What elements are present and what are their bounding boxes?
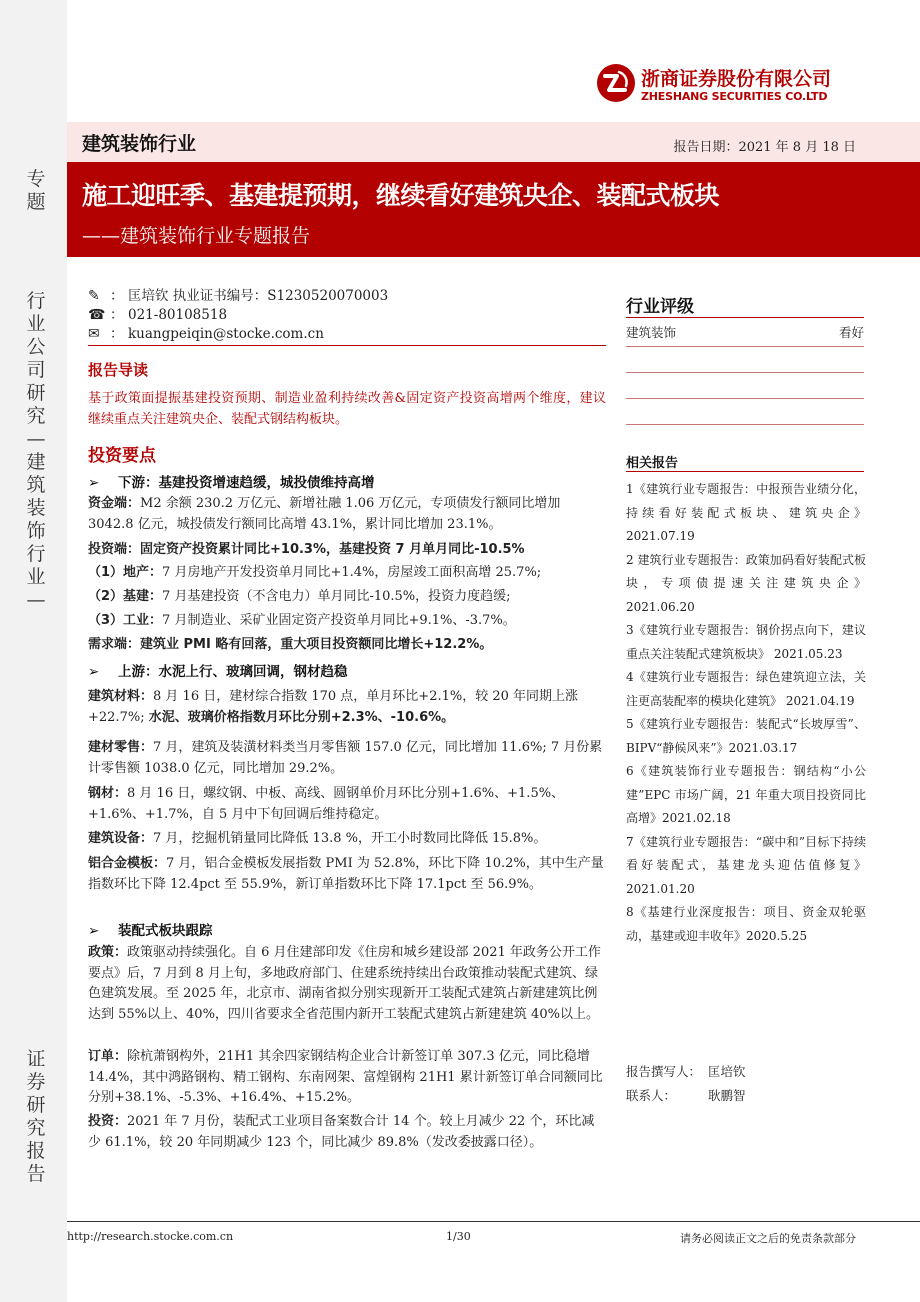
rating-row	[626, 323, 864, 341]
report-title: 施工迎旺季、基建提预期，继续看好建筑央企、装配式板块	[82, 181, 720, 210]
funding-paragraph: 资金端：M2 余额 230.2 万亿元、新增社融 1.06 万亿元，专项债发行额同比增加 3042.8 亿元，城投债发行额同比高增 43.1%，累计同比增加 23.1%。	[88, 496, 561, 532]
rating-sector: 建筑装饰	[626, 325, 677, 340]
author-email-line: ✉ ： kuangpeiqin@stocke.com.cn	[88, 326, 324, 342]
equipment-paragraph: 建筑设备：7 月，挖掘机销量同比降低 13.8 %，开工小时数同比降低 15.8%。	[88, 831, 547, 846]
page-number: 1/30	[446, 1230, 471, 1243]
report-date: 报告日期：2021 年 8 月 18 日	[673, 140, 856, 155]
investment-item-industry: （3）工业：7 月制造业、采矿业固定资产投资单月同比+9.1%、-3.7%。	[88, 613, 516, 628]
rating-rule	[626, 372, 864, 373]
sidebar-tag-topic: 专题	[26, 168, 46, 213]
arrow-icon: ➢	[88, 475, 100, 491]
orders-paragraph: 订单：除杭萧钢构外，21H1 其余四家钢结构企业合计新签订单 307.3 亿元，同比稳增 14.4%，其中鸿路钢构、精工钢构、东南网架、富煌钢构 21H1 累计新签订单合同额同比分别+38.1%、-5.3%、+16.4%、+15.2%。	[88, 1049, 603, 1105]
report-subtitle: ——建筑装饰行业专题报告	[82, 225, 311, 247]
contact-row: 联系人： 耿鹏智	[626, 1088, 746, 1103]
rating-value: 看好	[838, 325, 864, 340]
related-report-item[interactable]: 6《建筑装饰行业专题报告：钢结构“小公建”EPC 市场广阔，21 年重大项目投资同比高增》2021.02.18	[626, 764, 866, 825]
writer-row: 报告撰写人： 匡培钦	[626, 1064, 746, 1079]
rating-title: 行业评级	[626, 297, 694, 317]
phone-icon: ☎	[88, 307, 106, 323]
related-report-item[interactable]: 3《建筑行业专题报告：钢价拐点向下，建议重点关注装配式建筑板块》 2021.05.23	[626, 623, 866, 661]
related-reports-title: 相关报告	[626, 456, 679, 471]
formwork-paragraph: 铝合金模板：7 月，铝合金模板发展指数 PMI 为 52.8%，环比下降 10.2%，其中生产量指数环比下降 12.4pct 至 55.9%，新订单指数环比下降 17.1pct 至 56.9%。	[88, 856, 604, 892]
policy-paragraph: 政策：政策驱动持续强化。自 6 月住建部印发《住房和城乡建设部 2021 年政务公开工作要点》后，7 月到 8 月上旬，多地政府部门、住建系统持续出台政策推动装配式建筑、绿色建筑发展。至 2025 年，北京市、湖南省拟分别实现新开工装配式建筑占新建建筑比例达到 55%以上、40%，四川省要求全省范围内新开工装配式建筑占新建建筑 40%以上。	[88, 945, 601, 1022]
materials-paragraph: 建筑材料：8 月 16 日，建材综合指数 170 点，单月环比+2.1%，较 20 年同期上涨+22.7%; 水泥、玻璃价格指数月环比分别+2.3%、-10.6%。	[88, 689, 579, 725]
company-logo	[595, 62, 855, 110]
rating-rule	[626, 346, 864, 347]
investment-line: 投资端：固定资产投资累计同比+10.3%，基建投资 7 月单月同比-10.5%	[88, 542, 525, 557]
footer-divider	[67, 1221, 920, 1222]
related-report-item[interactable]: 7《建筑行业专题报告：“碳中和”目标下持续看好装配式，基建龙头迎估值修复》 2021.01.20	[626, 834, 866, 896]
demand-line: 需求端：建筑业 PMI 略有回落，重大项目投资额同比增长+12.2%。	[88, 637, 493, 652]
related-report-item[interactable]: 8《基建行业深度报告：项目、资金双轮驱动，基建或迎丰收年》2020.5.25	[626, 905, 866, 943]
industry-title: 建筑装饰行业	[82, 133, 197, 155]
mail-icon: ✉	[88, 326, 100, 342]
footer-url[interactable]: http://research.stocke.com.cn	[67, 1230, 234, 1243]
related-report-item[interactable]: 1《建筑行业专题报告：中报预告业绩分化，持续看好装配式板块、建筑央企》 2021.07.19	[626, 482, 866, 543]
author-email[interactable]: kuangpeiqin@stocke.com.cn	[128, 326, 324, 342]
divider	[88, 345, 606, 346]
investment-item-infrastructure: （2）基建：7 月基建投资（不含电力）单月同比-10.5%，投资力度趋缓;	[88, 589, 511, 604]
author-name-line: ✎ ： 匡培钦 执业证书编号：S1230520070003	[88, 288, 389, 304]
writers-block	[626, 1060, 746, 1108]
prefab-heading: ➢ 装配式板块跟踪	[88, 923, 213, 939]
arrow-icon: ➢	[88, 923, 100, 939]
guide-text: 基于政策面提振基建投资预期、制造业盈利持续改善&固定资产投资高增两个维度，建议继续重点关注建筑央企、装配式钢结构板块。	[88, 391, 606, 427]
author-phone-line: ☎ ： 021-80108518	[88, 307, 228, 323]
investment-item-property: （1）地产：7 月房地产开发投资单月同比+1.4%，房屋竣工面积高增 25.7%;	[88, 565, 542, 580]
rating-rule	[626, 398, 864, 399]
downstream-heading: ➢ 下游：基建投资增速趋缓，城投债维持高增	[88, 475, 375, 491]
sidebar-tag-report-type: 证券研究报告	[26, 1048, 46, 1185]
retail-paragraph: 建材零售：7 月，建筑及装潢材料类当月零售额 157.0 亿元，同比增加 11.6%; 7 月份累计零售额 1038.0 亿元，同比增加 29.2%。	[88, 740, 603, 776]
guide-heading: 报告导读	[88, 361, 149, 379]
sidebar-tag-category: 行业公司研究—建筑装饰行业—	[26, 290, 46, 611]
related-report-item[interactable]: 5《建筑行业专题报告：装配式“长坡厚雪”、BIPV“静候风来”》2021.03.17	[626, 717, 866, 755]
arrow-icon: ➢	[88, 664, 100, 680]
rating-rule	[626, 424, 864, 425]
pen-icon: ✎	[88, 288, 100, 304]
related-reports-list	[626, 478, 866, 948]
points-heading: 投资要点	[88, 446, 156, 466]
related-divider	[626, 471, 864, 472]
prefab-investment-paragraph: 投资：2021 年 7 月份，装配式工业项目备案数合计 14 个。较上月减少 22 个，环比减少 61.1%，较 20 年同期减少 123 个，同比减少 89.8%（发改委披露口径）。	[88, 1114, 595, 1150]
rating-divider	[626, 317, 864, 318]
related-report-item[interactable]: 4《建筑行业专题报告：绿色建筑迎立法，关注更高装配率的模块化建筑》 2021.04.19	[626, 670, 866, 708]
footer-disclaimer: 请务必阅读正文之后的免责条款部分	[680, 1232, 856, 1245]
company-logo-icon	[595, 62, 637, 104]
upstream-heading: ➢ 上游：水泥上行、玻璃回调，钢材趋稳	[88, 664, 348, 680]
company-name-en: ZHESHANG SECURITIES CO.LTD	[641, 90, 828, 103]
related-report-item[interactable]: 2 建筑行业专题报告：政策加码看好装配式板块，专项债提速关注建筑央企》 2021.06.20	[626, 552, 866, 614]
company-name-cn: 浙商证券股份有限公司	[641, 68, 832, 90]
steel-paragraph: 钢材：8 月 16 日，螺纹钢、中板、高线、圆钢单价月环比分别+1.6%、+1.5%、+1.6%、+1.7%，自 5 月中下旬回调后维持稳定。	[88, 786, 565, 822]
